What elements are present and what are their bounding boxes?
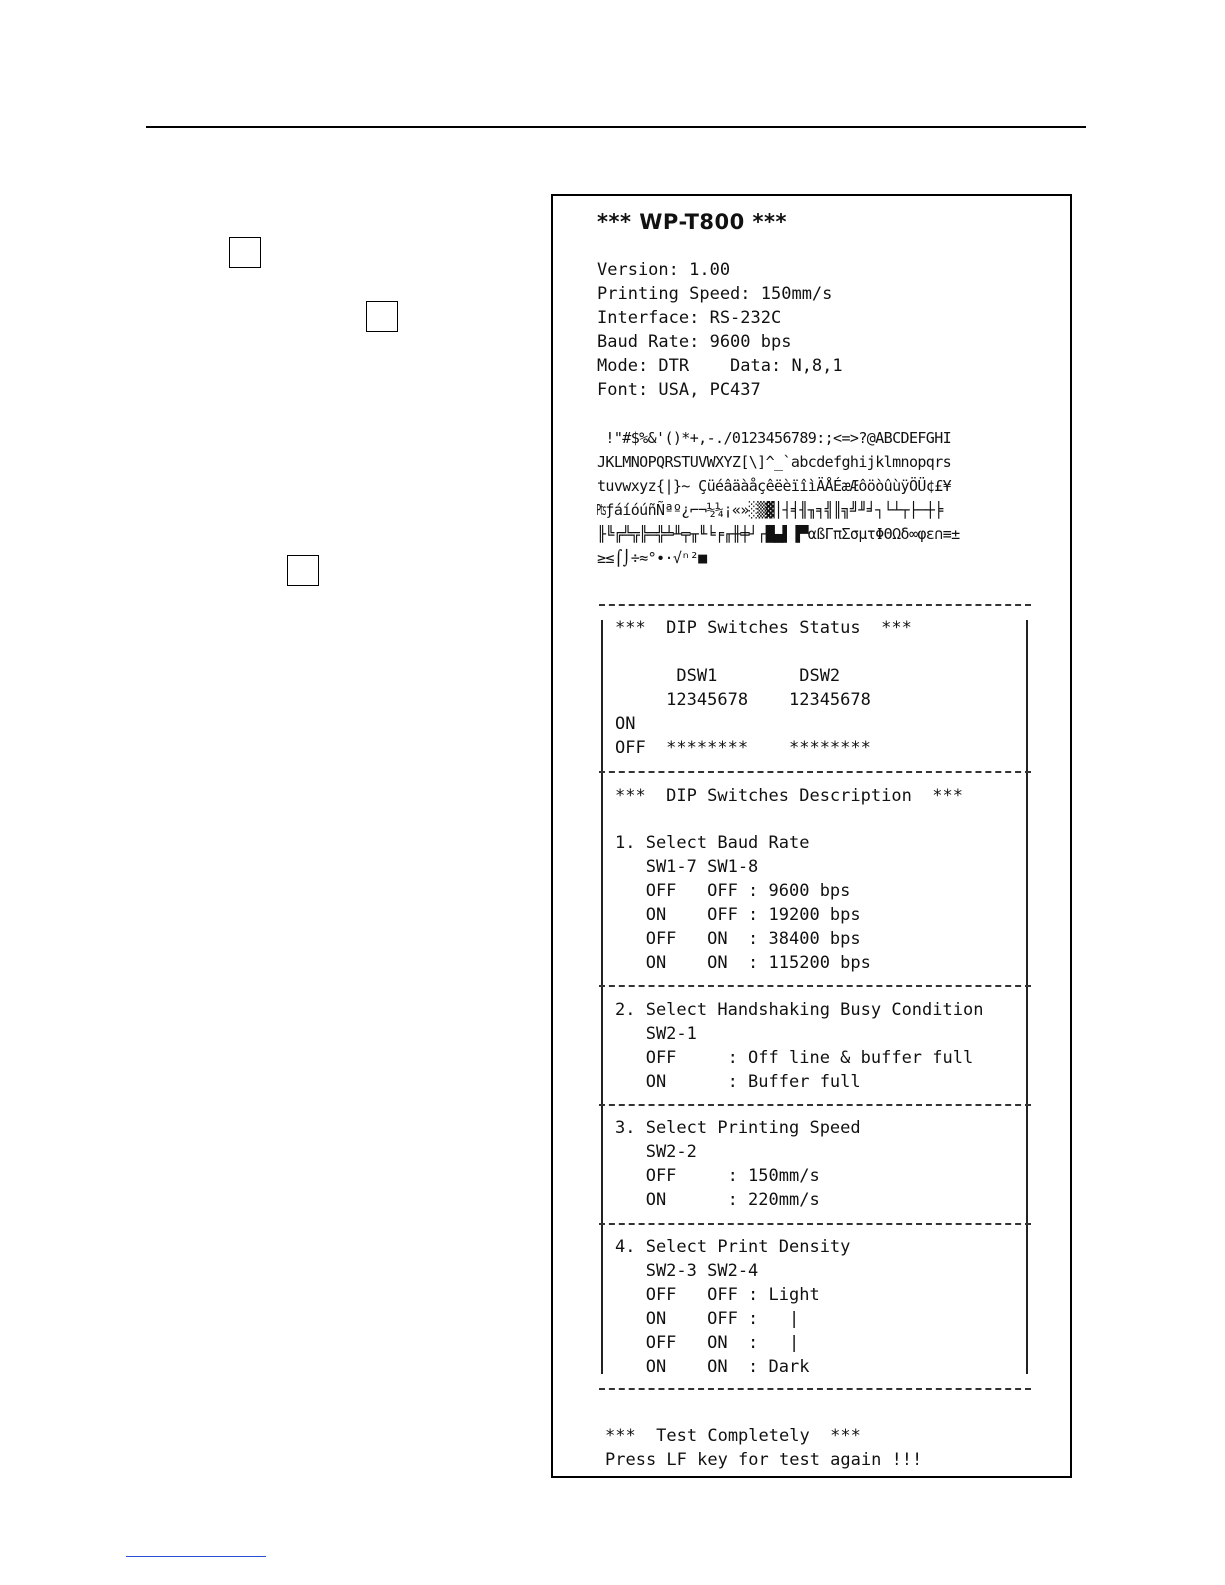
dashed-divider	[599, 1104, 1031, 1106]
box-right-border	[1026, 620, 1028, 1374]
dip-status-numbers: 12345678 12345678	[615, 690, 871, 710]
charset-line-4: ₧ƒáíóúñÑªº¿⌐¬½¼¡«»░▒▓│┤╡╢╖╕╣║╗╝╜╛┐└┴┬├─┼╞	[597, 501, 943, 519]
section-title: 3. Select Printing Speed	[615, 1118, 861, 1138]
section-line: OFF OFF : Light	[615, 1285, 820, 1305]
charset-line-6: ≥≤⌠⌡÷≈°∙·√ⁿ²■	[597, 549, 707, 567]
dashed-divider	[599, 985, 1031, 987]
section-line: SW2-2	[615, 1142, 697, 1162]
section-line: OFF ON : 38400 bps	[615, 929, 861, 949]
section-line: ON : 220mm/s	[615, 1190, 820, 1210]
printout-title: *** WP-T800 ***	[597, 210, 787, 234]
key-box-1	[229, 237, 261, 268]
test-complete-message: *** Test Completely ***	[605, 1426, 861, 1446]
charset-line-1: !"#$%&'()*+,-./0123456789:;<=>?@ABCDEFGHI	[597, 429, 952, 447]
dip-description-header: *** DIP Switches Description ***	[615, 786, 963, 806]
section-line: OFF : 150mm/s	[615, 1166, 820, 1186]
section-line: ON ON : 115200 bps	[615, 953, 871, 973]
charset-line-2: JKLMNOPQRSTUVWXYZ[\]^_`abcdefghijklmnopqrs	[597, 453, 952, 471]
dashed-divider	[599, 604, 1031, 606]
section-line: OFF OFF : 9600 bps	[615, 881, 851, 901]
section-title: 1. Select Baud Rate	[615, 833, 810, 853]
section-line: ON OFF : 19200 bps	[615, 905, 861, 925]
dip-status-columns: DSW1 DSW2	[615, 666, 841, 686]
dashed-divider	[599, 1223, 1031, 1225]
section-line: SW2-1	[615, 1024, 697, 1044]
dip-status-header: *** DIP Switches Status ***	[615, 618, 912, 638]
section-line: ON OFF : |	[615, 1309, 800, 1329]
info-version: Version: 1.00	[597, 260, 731, 280]
press-lf-message: Press LF key for test again !!!	[605, 1450, 923, 1470]
section-line: SW1-7 SW1-8	[615, 857, 759, 877]
info-mode: Mode: DTR Data: N,8,1	[597, 356, 843, 376]
charset-line-5: ╟╚╔╩╦╠═╬╧╨╤╥╙╘╒╓╫╪┘┌█▄▌▐▀αßΓπΣσµτΦΘΩδ∞φε∩≡±	[597, 525, 960, 543]
section-line: OFF ON : |	[615, 1333, 800, 1353]
self-test-printout	[551, 194, 1072, 1478]
dashed-divider	[599, 771, 1031, 773]
dip-status-on-row: ON	[615, 714, 636, 734]
key-box-2	[366, 301, 398, 332]
section-line: ON ON : Dark	[615, 1357, 810, 1377]
section-title: 4. Select Print Density	[615, 1237, 851, 1257]
section-title: 2. Select Handshaking Busy Condition	[615, 1000, 984, 1020]
info-interface: Interface: RS-232C	[597, 308, 782, 328]
box-left-border	[601, 620, 603, 1374]
footer-link-underline	[126, 1556, 266, 1557]
charset-line-3: tuvwxyz{|}~ ÇüéâäàåçêëèïîìÄÅÉæÆôöòûùÿÖÜ¢£¥	[597, 477, 952, 495]
dip-status-off-row: OFF ******** ********	[615, 738, 871, 758]
info-printing-speed: Printing Speed: 150mm/s	[597, 284, 833, 304]
section-line: SW2-3 SW2-4	[615, 1261, 759, 1281]
header-rule	[146, 126, 1086, 128]
section-line: OFF : Off line & buffer full	[615, 1048, 974, 1068]
section-line: ON : Buffer full	[615, 1072, 861, 1092]
dashed-divider	[599, 1388, 1031, 1390]
key-box-3	[287, 555, 319, 586]
info-font: Font: USA, PC437	[597, 380, 761, 400]
info-baud-rate: Baud Rate: 9600 bps	[597, 332, 792, 352]
